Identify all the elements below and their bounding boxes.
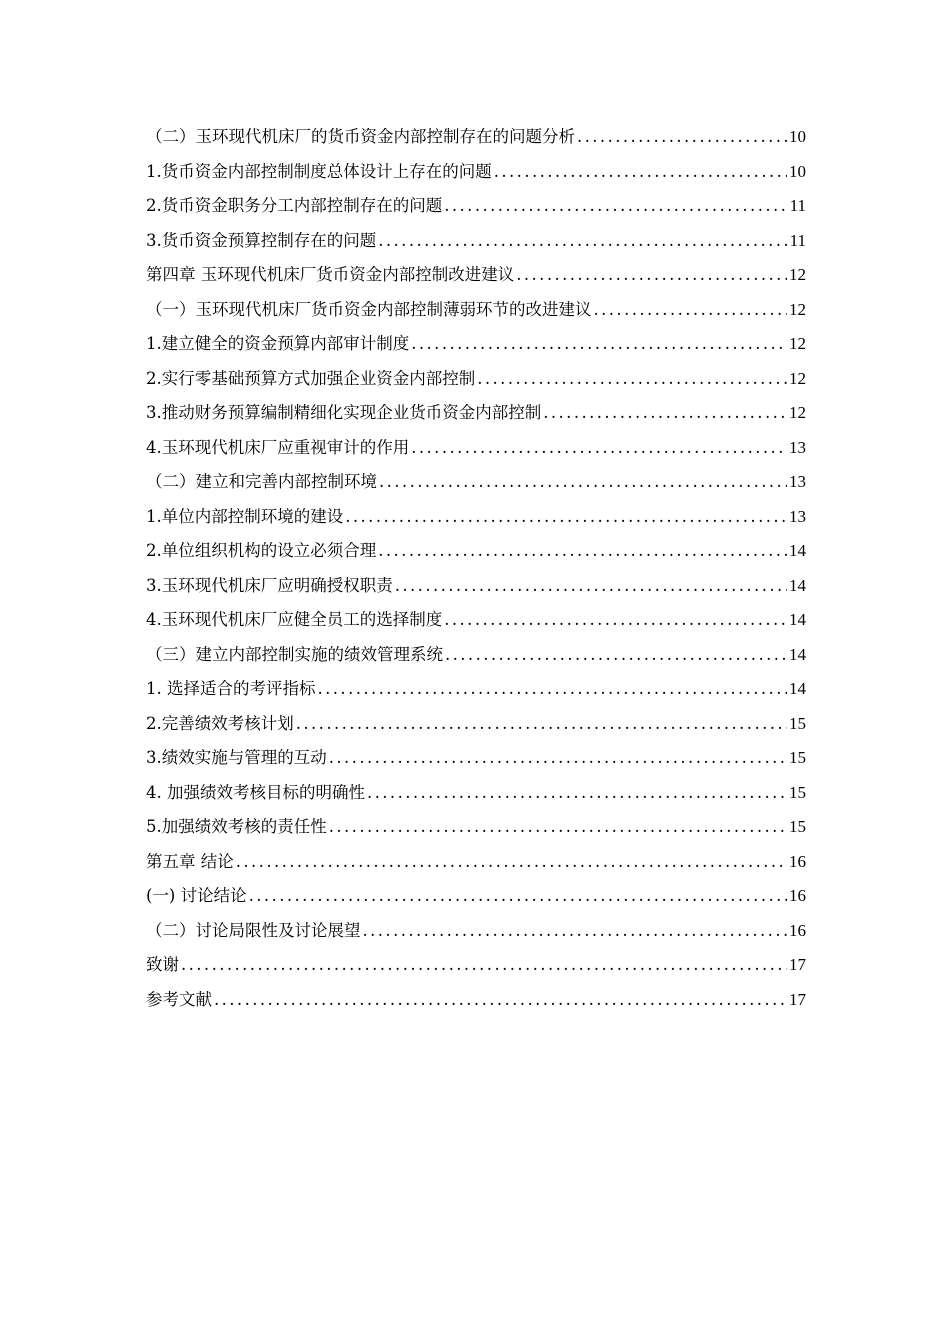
toc-dot-leader xyxy=(477,362,787,397)
toc-dot-leader xyxy=(249,879,787,914)
toc-entry-title: 1.单位内部控制环境的建设 xyxy=(146,506,344,526)
toc-dot-leader xyxy=(318,672,788,707)
toc-entry[interactable] xyxy=(146,638,806,673)
toc-entry-page: 16 xyxy=(789,886,806,905)
toc-dot-leader xyxy=(395,569,787,604)
toc-entry[interactable] xyxy=(146,293,806,328)
toc-entry[interactable] xyxy=(146,431,806,466)
toc-dot-leader xyxy=(367,776,787,811)
toc-dot-leader xyxy=(236,845,787,880)
toc-entry-title: 5.加强绩效考核的责任性 xyxy=(146,817,327,836)
toc-dot-leader xyxy=(577,120,787,155)
toc-entry-page: 14 xyxy=(789,541,806,560)
toc-dot-leader xyxy=(411,327,787,362)
toc-dot-leader xyxy=(378,224,787,259)
toc-entry[interactable] xyxy=(146,258,806,293)
toc-entry-title: （二）讨论局限性及讨论展望 xyxy=(146,920,361,940)
toc-entry-page: 12 xyxy=(789,403,806,422)
toc-entry-page: 10 xyxy=(789,161,806,181)
toc-entry[interactable] xyxy=(146,362,806,397)
toc-entry[interactable] xyxy=(146,155,806,190)
toc-entry-title: (一) 讨论结论 xyxy=(146,886,247,905)
toc-entry-page: 10 xyxy=(789,127,806,146)
toc-dot-leader xyxy=(296,707,787,742)
toc-entry-title: 1.建立健全的资金预算内部审计制度 xyxy=(146,334,410,353)
toc-entry[interactable] xyxy=(146,845,806,880)
toc-entry[interactable] xyxy=(146,534,806,569)
toc-entry-page: 12 xyxy=(789,265,806,284)
toc-entry-title: 1. 选择适合的考评指标 xyxy=(146,679,316,698)
toc-dot-leader xyxy=(516,258,787,293)
toc-entry-page: 12 xyxy=(789,368,806,388)
toc-entry-title: 参考文献 xyxy=(146,989,212,1009)
toc-entry[interactable] xyxy=(146,224,806,259)
toc-entry-title: 2.完善绩效考核计划 xyxy=(146,713,294,733)
toc-entry-page: 14 xyxy=(789,679,806,698)
toc-dot-leader xyxy=(543,396,787,431)
toc-entry-title: 4.玉环现代机床厂应重视审计的作用 xyxy=(146,437,410,457)
toc-entry[interactable] xyxy=(146,189,806,224)
toc-entry-page: 14 xyxy=(789,610,806,629)
toc-entry-page: 13 xyxy=(789,437,806,457)
toc-dot-leader xyxy=(494,155,787,190)
toc-entry-page: 15 xyxy=(789,748,806,767)
toc-entry-page: 17 xyxy=(789,955,806,974)
toc-entry-title: 4.玉环现代机床厂应健全员工的选择制度 xyxy=(146,610,443,629)
toc-dot-leader xyxy=(378,534,787,569)
toc-entry-title: 致谢 xyxy=(146,955,179,974)
toc-entry-page: 16 xyxy=(789,851,806,871)
toc-entry[interactable] xyxy=(146,465,806,500)
toc-entry-title: 第四章 玉环现代机床厂货币资金内部控制改进建议 xyxy=(146,265,515,284)
toc-entry-page: 15 xyxy=(789,817,806,836)
toc-entry-title: 3.货币资金预算控制存在的问题 xyxy=(146,230,377,250)
toc-entry-title: 3.绩效实施与管理的互动 xyxy=(146,748,327,767)
toc-dot-leader xyxy=(181,948,787,983)
toc-dot-leader xyxy=(411,431,787,466)
toc-entry[interactable] xyxy=(146,120,806,155)
toc-entry-page: 15 xyxy=(789,782,806,802)
toc-dot-leader xyxy=(329,741,787,776)
toc-entry-page: 17 xyxy=(789,989,806,1009)
toc-entry-page: 13 xyxy=(789,506,806,526)
toc-entry-title: （一）玉环现代机床厂货币资金内部控制薄弱环节的改进建议 xyxy=(146,299,592,319)
toc-entry-title: 2.实行零基础预算方式加强企业资金内部控制 xyxy=(146,368,476,388)
toc-entry-title: （三）建立内部控制实施的绩效管理系统 xyxy=(146,644,443,664)
toc-entry[interactable] xyxy=(146,327,806,362)
toc-entry-page: 12 xyxy=(789,299,806,319)
toc-dot-leader xyxy=(594,293,788,328)
toc-entry-page: 16 xyxy=(789,920,806,940)
toc-entry[interactable] xyxy=(146,776,806,811)
toc-entry-page: 12 xyxy=(789,334,806,353)
toc-dot-leader xyxy=(379,465,787,500)
toc-entry-title: 3.玉环现代机床厂应明确授权职责 xyxy=(146,575,393,595)
toc-dot-leader xyxy=(445,638,787,673)
toc-entry-title: （二）玉环现代机床厂的货币资金内部控制存在的问题分析 xyxy=(146,127,575,146)
toc-entry[interactable] xyxy=(146,741,806,776)
toc-entry[interactable] xyxy=(146,396,806,431)
toc-entry[interactable] xyxy=(146,707,806,742)
toc-entry-title: 1.货币资金内部控制制度总体设计上存在的问题 xyxy=(146,161,492,181)
toc-entry[interactable] xyxy=(146,810,806,845)
toc-entry[interactable] xyxy=(146,569,806,604)
toc-entry-page: 11 xyxy=(789,196,806,215)
toc-entry[interactable] xyxy=(146,948,806,983)
toc-entry[interactable] xyxy=(146,672,806,707)
toc-dot-leader xyxy=(444,603,787,638)
toc-entry-page: 14 xyxy=(789,575,806,595)
toc-entry-title: （二）建立和完善内部控制环境 xyxy=(146,472,377,491)
table-of-contents xyxy=(146,120,806,1017)
toc-entry-page: 13 xyxy=(789,472,806,491)
toc-dot-leader xyxy=(444,189,787,224)
toc-entry[interactable] xyxy=(146,983,806,1018)
toc-entry-title: 3.推动财务预算编制精细化实现企业货币资金内部控制 xyxy=(146,403,542,422)
toc-entry-title: 2.货币资金职务分工内部控制存在的问题 xyxy=(146,196,443,215)
toc-dot-leader xyxy=(329,810,787,845)
toc-entry[interactable] xyxy=(146,603,806,638)
toc-entry-title: 4. 加强绩效考核目标的明确性 xyxy=(146,782,365,802)
toc-entry[interactable] xyxy=(146,914,806,949)
toc-entry-title: 第五章 结论 xyxy=(146,851,234,871)
toc-entry[interactable] xyxy=(146,500,806,535)
toc-entry-page: 11 xyxy=(789,230,806,250)
toc-entry-page: 15 xyxy=(789,713,806,733)
toc-dot-leader xyxy=(345,500,787,535)
toc-entry-title: 2.单位组织机构的设立必须合理 xyxy=(146,541,377,560)
toc-entry-page: 14 xyxy=(789,644,806,664)
toc-entry[interactable] xyxy=(146,879,806,914)
toc-dot-leader xyxy=(214,983,787,1018)
toc-dot-leader xyxy=(363,914,788,949)
